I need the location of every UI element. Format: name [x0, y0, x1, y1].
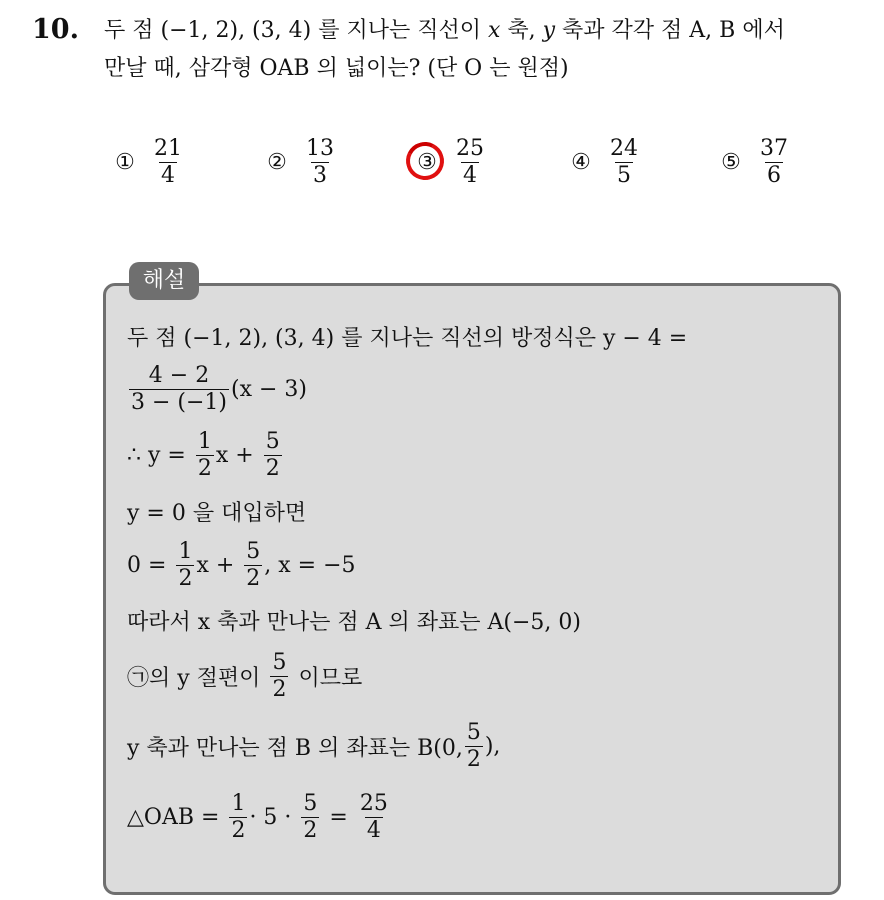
choice-5[interactable]	[716, 132, 790, 192]
fraction: $\frac{4 - 2}{3 - (-1)}$	[131, 362, 228, 415]
solution-line-2: $\frac{4 - 2}{3 - (-1)}$ (x − 3)	[131, 362, 308, 415]
choice-fraction: $\frac{21}{4}$	[154, 135, 182, 188]
choice-fraction: $\frac{13}{3}$	[306, 135, 334, 188]
choice-mark: ②	[267, 149, 287, 175]
solution-label: 해설	[129, 262, 199, 300]
solution-line-5: 0 = $\frac{1}{2}$ x + $\frac{5}{2}$ , x = −5	[127, 538, 356, 591]
choice-fraction: $\frac{37}{6}$	[760, 135, 788, 188]
solution-line-3: ∴ y = $\frac{1}{2}$ x + $\frac{5}{2}$	[127, 428, 280, 481]
selected-circle-mark	[401, 137, 449, 185]
choice-mark: ⑤	[721, 149, 741, 175]
choice-fraction: $\frac{24}{5}$	[610, 135, 638, 188]
question-text-line1: 두 점 (−1, 2), (3, 4) 를 지나는 직선이 x 축, y 축과 각각 점 A, B 에서	[104, 18, 785, 43]
choice-3[interactable]	[412, 132, 486, 192]
solution-line-8: y 축과 만나는 점 B 의 좌표는 B(0, $\frac{5}{2}$ ),	[127, 719, 501, 772]
question-text-line2: 만날 때, 삼각형 OAB 의 넓이는? (단 O 는 원점)	[104, 56, 569, 81]
solution-line-4: y = 0 을 대입하면	[127, 500, 307, 526]
choice-fraction: $\frac{25}{4}$	[456, 135, 484, 188]
solution-line-7: ㉠의 y 절편이 $\frac{5}{2}$ 이므로	[127, 649, 363, 702]
choice-mark: ④	[571, 149, 591, 175]
choice-4[interactable]	[566, 132, 640, 192]
solution-line-6: 따라서 x 축과 만나는 점 A 의 좌표는 A(−5, 0)	[127, 609, 581, 635]
solution-line-1: 두 점 (−1, 2), (3, 4) 를 지나는 직선의 방정식은 y − 4 =	[127, 325, 688, 351]
choice-mark: ③	[412, 150, 442, 175]
choice-1[interactable]	[110, 132, 184, 192]
solution-line-9: △OAB = $\frac{1}{2}$ · 5 · $\frac{5}{2}$ = $\frac{25}{4}$	[127, 790, 388, 843]
choice-mark: ①	[115, 149, 135, 175]
solution-content	[127, 316, 837, 850]
choice-2[interactable]	[262, 132, 336, 192]
question-number: 10.	[32, 14, 79, 45]
